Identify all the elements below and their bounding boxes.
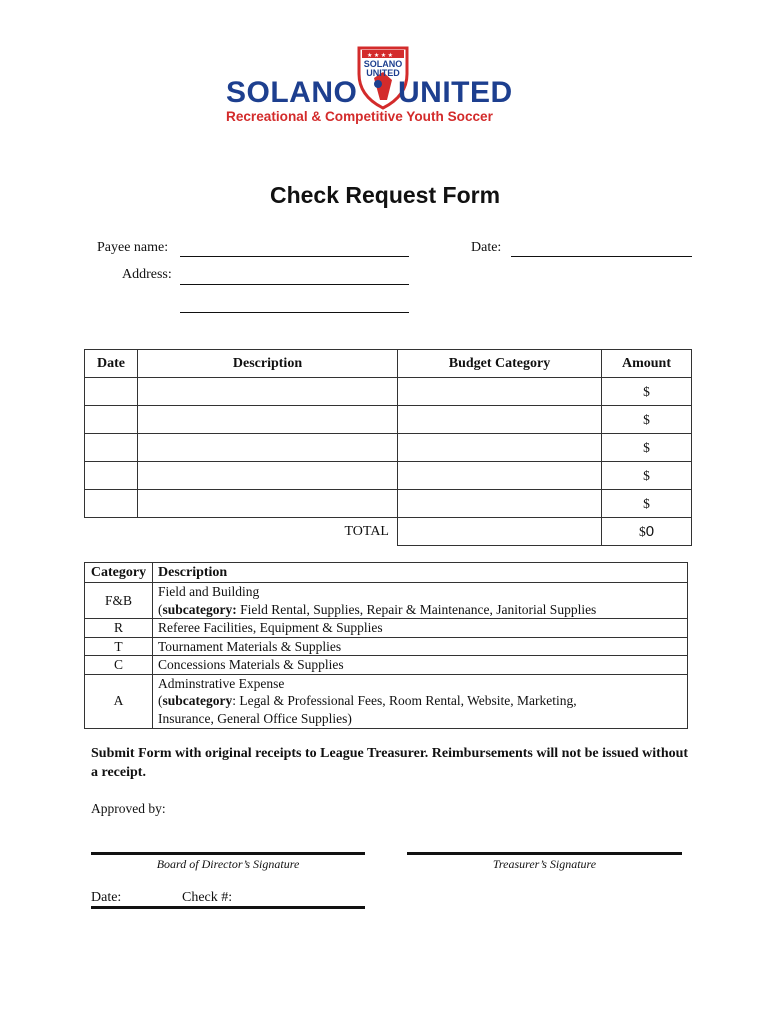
- col-header-amount: Amount: [602, 350, 692, 378]
- treasurer-signature-caption: Treasurer’s Signature: [492, 857, 597, 871]
- row-date-cell[interactable]: [85, 378, 138, 406]
- row-category-cell[interactable]: [398, 490, 602, 518]
- table-row: [85, 434, 692, 462]
- table-row: [85, 490, 692, 518]
- payee-field[interactable]: [180, 256, 409, 257]
- category-code: A: [85, 674, 153, 728]
- row-amount-cell[interactable]: $: [602, 378, 692, 406]
- date-field[interactable]: [511, 256, 692, 257]
- category-description: Referee Facilities, Equipment & Supplies: [153, 619, 688, 638]
- logo-word-left: SOLANO: [226, 76, 358, 109]
- category-description: [153, 583, 688, 619]
- subcategory-text: Field Rental, Supplies, Repair & Maintenance, Janitorial Supplies: [236, 601, 597, 617]
- address-field-line1[interactable]: [180, 284, 409, 285]
- total-amount-cell[interactable]: [602, 518, 692, 546]
- shield-text: SOLANO UNITED: [363, 59, 403, 78]
- category-legend-table: [84, 562, 688, 729]
- col-header-date: Date: [85, 350, 138, 378]
- subcategory-label: subcategory:: [162, 601, 237, 617]
- col-header-description: Description: [138, 350, 398, 378]
- row-date-cell[interactable]: [85, 462, 138, 490]
- col-header-budget-category: Budget Category: [398, 350, 602, 378]
- logo-tagline: Recreational & Competitive Youth Soccer: [226, 109, 493, 124]
- category-code: F&B: [85, 583, 153, 619]
- solano-united-logo: [226, 44, 536, 130]
- category-subcategory-line: [158, 601, 687, 619]
- row-description-cell[interactable]: [138, 378, 398, 406]
- total-value: 0: [645, 523, 655, 540]
- category-description-line: Field and Building: [158, 584, 260, 599]
- row-date-cell[interactable]: [85, 490, 138, 518]
- paren: (: [158, 601, 163, 617]
- category-description: Tournament Materials & Supplies: [153, 637, 688, 656]
- row-category-cell[interactable]: [398, 406, 602, 434]
- category-description-line: Insurance, General Office Supplies): [158, 710, 352, 726]
- category-code: C: [85, 656, 153, 675]
- date-label: Date:: [471, 240, 502, 255]
- row-description-cell[interactable]: [138, 406, 398, 434]
- address-label: Address:: [122, 267, 172, 282]
- total-category-cell: [398, 518, 602, 546]
- paren: (: [158, 693, 163, 709]
- row-amount-cell[interactable]: $: [602, 462, 692, 490]
- category-description: [153, 674, 688, 728]
- board-signature-caption: Board of Director’s Signature: [156, 857, 300, 871]
- list-item: [85, 583, 688, 619]
- total-currency: $: [638, 524, 646, 539]
- subcategory-text: : Legal & Professional Fees, Room Rental, Website, Marketing,: [232, 693, 577, 709]
- row-category-cell[interactable]: [398, 378, 602, 406]
- table-row: [85, 406, 692, 434]
- total-label: TOTAL: [344, 523, 389, 539]
- category-description: Concessions Materials & Supplies: [153, 656, 688, 675]
- table-row: [85, 462, 692, 490]
- row-category-cell[interactable]: [398, 462, 602, 490]
- list-item: [85, 656, 688, 675]
- page-title: Check Request Form: [269, 182, 501, 208]
- row-description-cell[interactable]: [138, 490, 398, 518]
- check-number-label: Check #:: [182, 890, 233, 905]
- row-amount-cell[interactable]: $: [602, 434, 692, 462]
- board-signature-line[interactable]: [91, 852, 365, 855]
- submission-notice: Submit Form with original receipts to League Treasurer. Reimbursements will not be issued without a receipt.: [91, 746, 689, 780]
- payee-label: Payee name:: [97, 240, 169, 255]
- legend-header-description: Description: [153, 563, 688, 583]
- svg-text:★ ★ ★ ★: ★ ★ ★ ★: [367, 53, 394, 59]
- row-date-cell[interactable]: [85, 406, 138, 434]
- subcategory-label: subcategory: [162, 693, 233, 709]
- row-description-cell[interactable]: [138, 434, 398, 462]
- table-row: [85, 378, 692, 406]
- row-amount-cell[interactable]: $: [602, 406, 692, 434]
- category-code: T: [85, 637, 153, 656]
- category-subcategory-line: [158, 692, 687, 710]
- approved-by-label: Approved by:: [91, 801, 166, 816]
- list-item: [85, 637, 688, 656]
- treasurer-signature-line[interactable]: [407, 852, 682, 855]
- list-item: [85, 674, 688, 728]
- row-amount-cell[interactable]: $: [602, 490, 692, 518]
- line-items-table: [84, 349, 692, 546]
- row-description-cell[interactable]: [138, 462, 398, 490]
- row-date-cell[interactable]: [85, 434, 138, 462]
- category-description-line: Adminstrative Expense: [158, 675, 285, 691]
- logo-word-right: UNITED: [398, 76, 513, 109]
- row-category-cell[interactable]: [398, 434, 602, 462]
- footer-date-check-line[interactable]: [91, 906, 365, 909]
- legend-header-category: Category: [85, 563, 153, 583]
- list-item: [85, 619, 688, 638]
- address-field-line2[interactable]: [180, 312, 409, 313]
- footer-date-label: Date:: [91, 890, 122, 905]
- category-code: R: [85, 619, 153, 638]
- total-row: [85, 518, 692, 546]
